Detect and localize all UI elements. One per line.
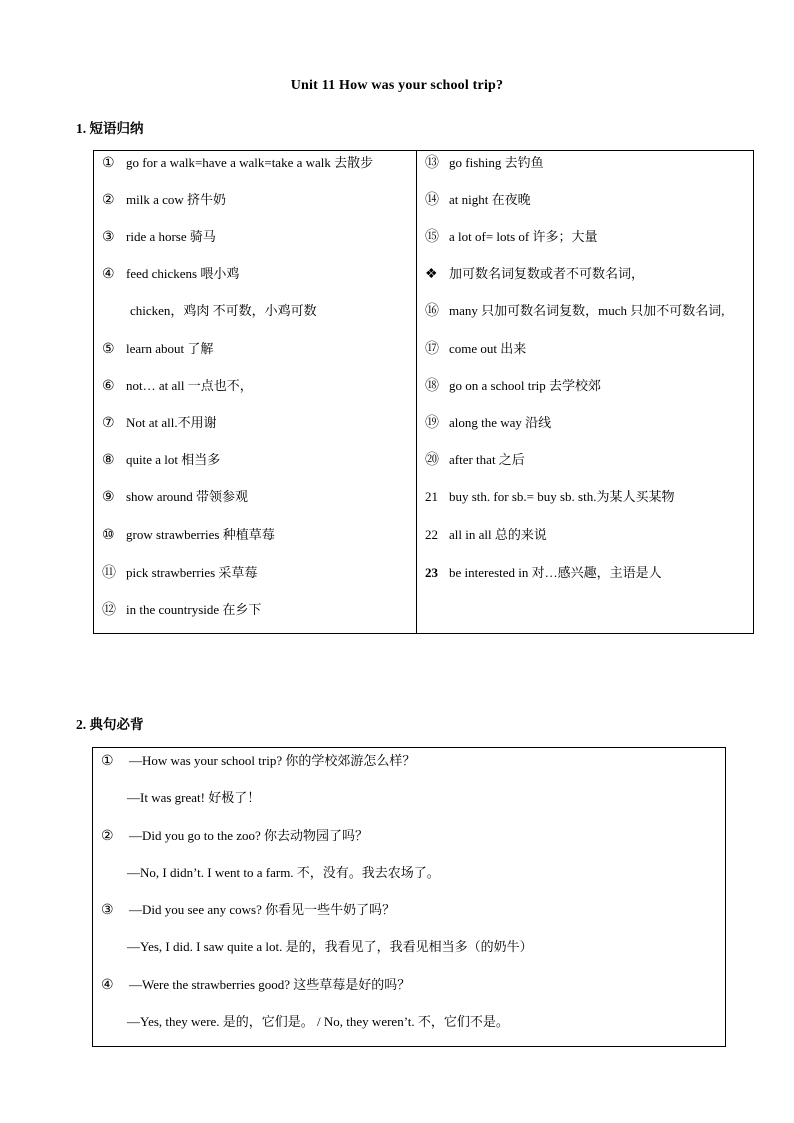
sentence-text: —How was your school trip? 你的学校郊游怎么样？ bbox=[129, 753, 416, 768]
item-marker: 22 bbox=[425, 527, 438, 542]
item-marker: ⑩ bbox=[102, 528, 115, 543]
phrase-text: 加可数名词复数或者不可数名词， bbox=[449, 266, 645, 281]
phrase-item bbox=[102, 188, 226, 212]
item-marker: ② bbox=[101, 829, 114, 844]
item-marker: ⑬ bbox=[425, 156, 439, 171]
sentence-line bbox=[127, 861, 440, 885]
item-marker: ⑮ bbox=[425, 230, 439, 245]
phrase-item bbox=[102, 448, 220, 472]
phrase-item bbox=[425, 151, 544, 175]
phrase-item bbox=[425, 188, 531, 212]
sentence-text: —Were the strawberries good? 这些草莓是好的吗？ bbox=[129, 977, 411, 992]
phrase-text: go for a walk=have a walk=take a walk 去散步 bbox=[126, 155, 374, 170]
item-marker: ① bbox=[102, 156, 115, 171]
phrase-item bbox=[425, 523, 547, 547]
sentence-text: —No, I didn’t. I went to a farm. 不，没有。我去农场了。 bbox=[127, 865, 440, 880]
sentence-line bbox=[101, 898, 395, 922]
phrase-item bbox=[102, 225, 216, 249]
phrase-text: in the countryside 在乡下 bbox=[126, 602, 262, 617]
diamond-bullet-icon: ❖ bbox=[425, 267, 438, 282]
phrase-note bbox=[130, 299, 317, 323]
phrase-item bbox=[102, 485, 248, 509]
item-marker: ⑭ bbox=[425, 193, 439, 208]
phrase-item bbox=[425, 485, 674, 509]
item-marker: ⑨ bbox=[102, 490, 115, 505]
column-divider bbox=[416, 151, 417, 633]
phrase-text: learn about 了解 bbox=[126, 341, 214, 356]
phrase-text: many 只加可数名词复数，much 只加不可数名词, bbox=[449, 303, 725, 318]
item-marker: ③ bbox=[102, 230, 115, 245]
item-marker: ⑯ bbox=[425, 304, 439, 319]
phrase-item bbox=[102, 151, 373, 175]
sentence-text: —Did you go to the zoo? 你去动物园了吗？ bbox=[129, 828, 369, 843]
phrase-text: pick strawberries 采草莓 bbox=[126, 565, 258, 580]
phrase-item bbox=[425, 262, 644, 286]
phrase-item bbox=[102, 598, 261, 622]
sentence-line bbox=[101, 973, 410, 997]
item-marker: ⑥ bbox=[102, 379, 115, 394]
phrase-text: go fishing 去钓鱼 bbox=[449, 155, 544, 170]
item-marker: 21 bbox=[425, 489, 438, 504]
phrase-text: not… at all 一点也不， bbox=[126, 378, 253, 393]
phrase-item bbox=[102, 523, 275, 547]
sentence-line bbox=[127, 786, 260, 810]
phrase-text: be interested in 对…感兴趣，主语是人 bbox=[449, 565, 662, 580]
phrase-text: come out 出来 bbox=[449, 341, 527, 356]
item-marker: ⑱ bbox=[425, 379, 439, 394]
phrase-text: quite a lot 相当多 bbox=[126, 452, 221, 467]
section-heading-sentences: 2. 典句必背 bbox=[76, 717, 144, 732]
sentence-box bbox=[92, 747, 726, 1047]
phrase-text: feed chickens 喂小鸡 bbox=[126, 266, 240, 281]
sentence-text: —Yes, they were. 是的，它们是。 / No, they weren’t. 不，它们不是。 bbox=[127, 1014, 509, 1029]
item-marker: ⑦ bbox=[102, 416, 115, 431]
item-marker: ⑰ bbox=[425, 342, 439, 357]
phrase-item bbox=[425, 225, 598, 249]
phrase-text: chicken，鸡肉 不可数，小鸡可数 bbox=[130, 303, 317, 318]
item-marker: ⑲ bbox=[425, 416, 439, 431]
phrase-item bbox=[425, 374, 601, 398]
phrase-item bbox=[425, 411, 551, 435]
phrase-text: at night 在夜晚 bbox=[449, 192, 531, 207]
item-marker: ④ bbox=[101, 978, 114, 993]
phrase-item bbox=[425, 448, 525, 472]
page-title: Unit 11 How was your school trip? bbox=[290, 78, 504, 93]
item-marker: 23 bbox=[425, 565, 438, 580]
item-marker: ③ bbox=[101, 903, 114, 918]
sentence-line bbox=[101, 824, 368, 848]
item-marker: ④ bbox=[102, 267, 115, 282]
phrase-item bbox=[425, 299, 725, 323]
phrase-text: along the way 沿线 bbox=[449, 415, 552, 430]
phrase-item bbox=[102, 411, 217, 435]
phrase-item bbox=[102, 374, 253, 398]
sentence-line bbox=[127, 1010, 509, 1034]
sentence-text: —It was great! 好极了！ bbox=[127, 790, 261, 805]
item-marker: ⑳ bbox=[425, 453, 439, 468]
item-marker: ② bbox=[102, 193, 115, 208]
phrase-text: go on a school trip 去学校郊 bbox=[449, 378, 602, 393]
phrase-text: milk a cow 挤牛奶 bbox=[126, 192, 227, 207]
phrase-text: show around 带领参观 bbox=[126, 489, 249, 504]
phrase-text: Not at all.不用谢 bbox=[126, 415, 217, 430]
phrase-text: all in all 总的来说 bbox=[449, 527, 547, 542]
item-marker: ⑫ bbox=[102, 603, 116, 618]
phrase-text: grow strawberries 种植草莓 bbox=[126, 527, 275, 542]
sentence-line bbox=[127, 935, 533, 959]
phrase-text: ride a horse 骑马 bbox=[126, 229, 216, 244]
item-marker: ⑧ bbox=[102, 453, 115, 468]
phrase-text: a lot of= lots of 许多；大量 bbox=[449, 229, 598, 244]
item-marker: ⑪ bbox=[102, 566, 116, 581]
phrase-text: after that 之后 bbox=[449, 452, 525, 467]
phrase-item bbox=[102, 262, 239, 286]
item-marker: ⑤ bbox=[102, 342, 115, 357]
phrase-item bbox=[102, 561, 257, 585]
phrase-item bbox=[425, 337, 526, 361]
phrase-text: buy sth. for sb.= buy sb. sth.为某人买某物 bbox=[449, 489, 675, 504]
phrase-item bbox=[425, 561, 662, 585]
phrase-table bbox=[93, 150, 754, 634]
section-heading-phrases: 1. 短语归纳 bbox=[76, 121, 144, 136]
sentence-text: —Did you see any cows? 你看见一些牛奶了吗？ bbox=[129, 902, 396, 917]
item-marker: ① bbox=[101, 754, 114, 769]
sentence-line bbox=[101, 749, 415, 773]
phrase-item bbox=[102, 337, 213, 361]
sentence-text: —Yes, I did. I saw quite a lot. 是的，我看见了，我看见相当多（的奶牛） bbox=[127, 939, 533, 954]
